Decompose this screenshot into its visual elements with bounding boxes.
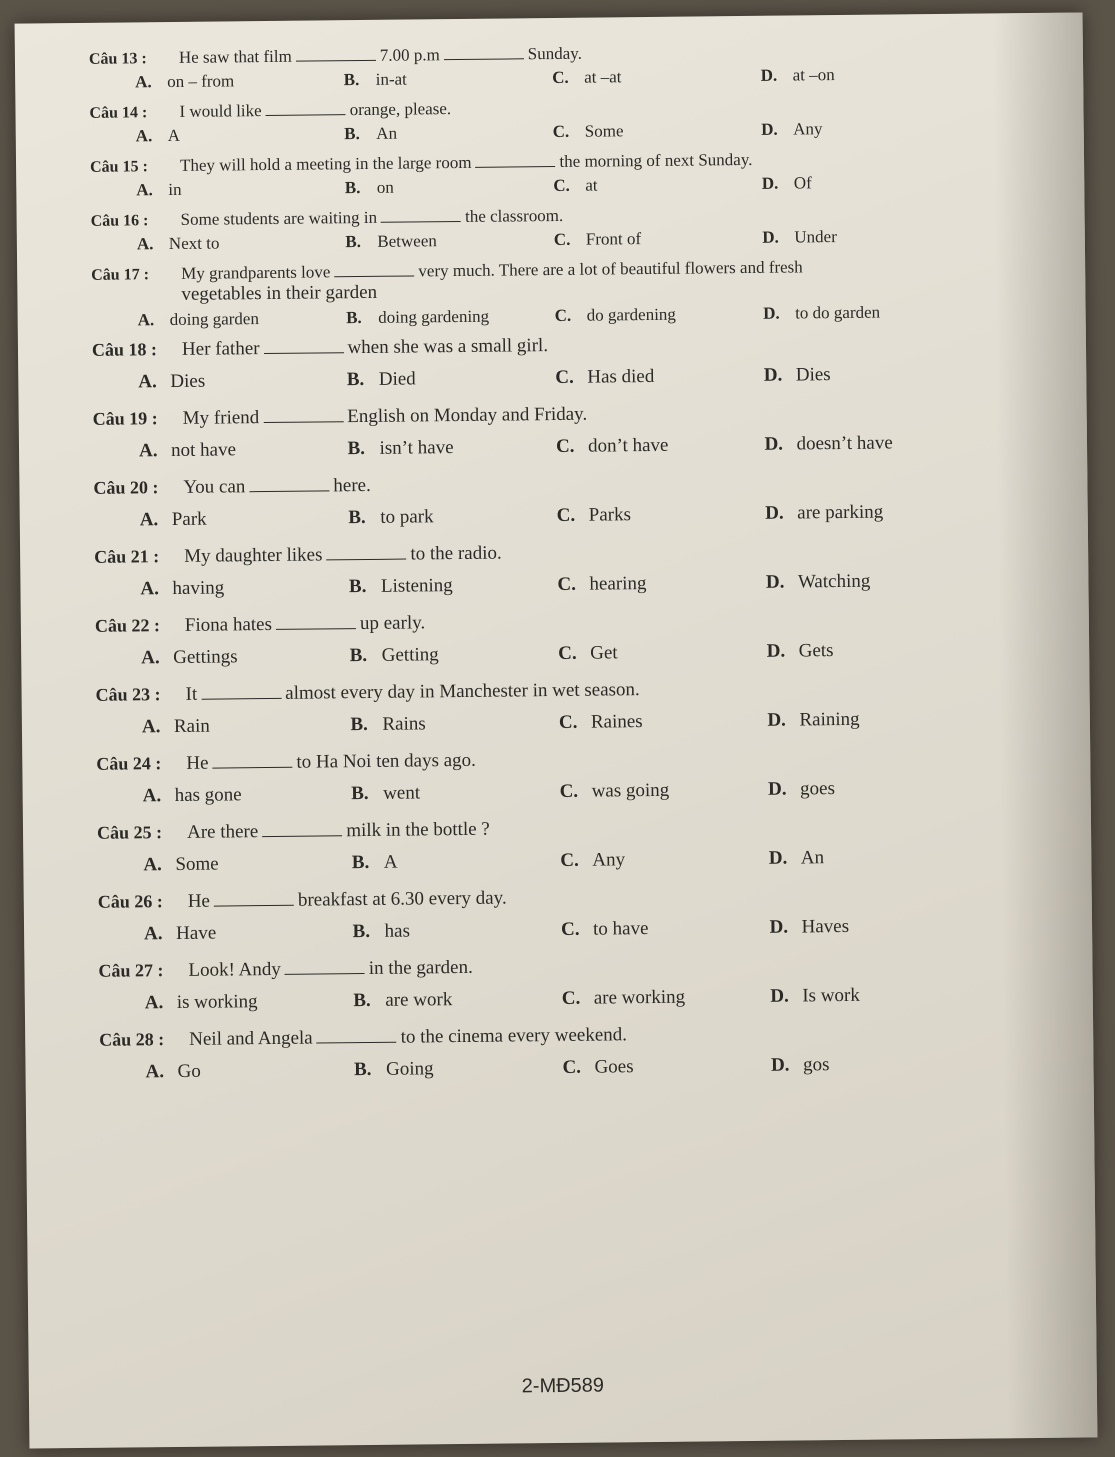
option-d: D. Of: [761, 173, 812, 193]
question-stem-continuation: vegetables in their garden: [181, 281, 378, 305]
question-13: [89, 38, 969, 93]
question-24: [96, 744, 977, 808]
question-stem-before: He saw that film: [178, 46, 292, 67]
option-b: B. Listening: [348, 575, 453, 598]
option-b: B. in-at: [343, 69, 407, 90]
answer-blank: [201, 682, 281, 700]
question-23: [95, 675, 976, 739]
option-b: B. Died: [346, 368, 416, 391]
answer-blank: [475, 150, 555, 168]
option-b: B. Rains: [350, 713, 426, 736]
option-b: B. An: [344, 123, 398, 144]
question-stem-after: milk in the bottle ?: [346, 818, 490, 842]
option-d: D. are parking: [765, 501, 884, 524]
options-row: [90, 118, 970, 147]
option-a: A. not have: [138, 439, 237, 462]
option-b: B. to park: [348, 506, 434, 529]
options-row: [91, 226, 971, 255]
question-stem-after: almost every day in Manchester in wet season.: [285, 679, 640, 704]
answer-blank: [444, 42, 524, 60]
answer-blank: [317, 1026, 397, 1044]
option-c: C. Raines: [558, 711, 643, 733]
options-row: [95, 639, 975, 670]
answer-blank: [212, 751, 292, 769]
option-c: C. at: [553, 175, 598, 195]
options-row: [96, 708, 976, 739]
option-d: D. Any: [761, 119, 823, 139]
option-d: D. at –on: [760, 65, 835, 85]
answer-blank: [276, 612, 356, 630]
question-stem-after: very much. There are a lot of beautiful flowers and fresh: [418, 257, 803, 281]
option-d: D. Under: [762, 227, 837, 247]
question-stem-before: My daughter likes: [184, 544, 323, 567]
question-stem-after: when she was a small girl.: [347, 335, 549, 359]
option-b: B. Getting: [349, 644, 439, 667]
answer-blank: [214, 889, 294, 907]
question-stem-before: My grandparents love: [181, 262, 331, 283]
option-b: B. went: [351, 782, 421, 805]
question-stem-after: breakfast at 6.30 every day.: [297, 887, 507, 911]
question-number: Câu 14 :: [89, 104, 148, 122]
question-stem-before: He: [187, 890, 211, 912]
question-stem-before: Are there: [186, 821, 259, 843]
question-stem-before: It: [185, 683, 198, 705]
answer-blank: [285, 957, 365, 975]
option-b: B. has: [352, 920, 411, 943]
question-28: [99, 1020, 980, 1084]
option-b: B. Going: [353, 1058, 434, 1081]
option-c: C. Get: [558, 642, 618, 664]
option-a: A. Next to: [136, 233, 220, 254]
question-15: [90, 146, 970, 201]
option-c: C. are working: [561, 986, 686, 1009]
question-number: Câu 25 :: [96, 822, 163, 843]
option-b: B. isn’t have: [347, 437, 454, 460]
page-shadow: [993, 12, 1098, 1438]
answer-blank: [249, 474, 329, 492]
exam-code: 2-MĐ589: [521, 1374, 605, 1398]
option-c: C. Goes: [562, 1056, 634, 1078]
option-c: C. do gardening: [554, 304, 676, 325]
question-stem-before: You can: [183, 476, 246, 498]
question-stem-before: Neil and Angela: [189, 1027, 313, 1050]
option-d: D. Haves: [769, 915, 850, 938]
option-a: A. Dies: [138, 370, 206, 393]
option-b: B. A: [351, 851, 398, 874]
option-b: B. Between: [345, 231, 437, 252]
option-d: D. Watching: [765, 570, 871, 593]
option-a: A. Some: [143, 853, 219, 876]
question-21: [94, 537, 975, 601]
option-d: D. to do garden: [763, 302, 881, 323]
options-row: [94, 570, 974, 601]
option-c: C. Some: [552, 121, 624, 142]
answer-blank: [262, 819, 342, 837]
question-number: Câu 26 :: [97, 891, 163, 912]
options-row: [97, 846, 977, 877]
options-row: [92, 302, 972, 331]
question-number: Câu 19 :: [92, 408, 158, 429]
options-row: [90, 172, 970, 201]
answer-blank: [263, 336, 343, 354]
question-stem-after: to Ha Noi ten days ago.: [296, 749, 476, 773]
options-row: [97, 777, 977, 808]
question-stem-after: orange, please.: [349, 99, 452, 120]
option-d: D. Dies: [763, 364, 831, 386]
question-25: [97, 813, 978, 877]
options-row: [92, 363, 972, 394]
question-number: Câu 22 :: [94, 615, 160, 636]
question-19: [93, 399, 974, 463]
question-number: Câu 20 :: [93, 477, 159, 498]
question-26: [98, 882, 979, 946]
option-a: A. having: [140, 577, 225, 600]
question-stem-before: I would like: [179, 101, 262, 121]
question-stem-after: to the cinema every weekend.: [400, 1024, 628, 1048]
question-stem-after: up early.: [359, 612, 426, 635]
option-c: C. Has died: [555, 365, 655, 388]
option-a: A. in: [136, 179, 182, 200]
question-number: Câu 17 :: [91, 266, 150, 284]
option-c: C. don’t have: [555, 434, 669, 457]
options-row: [94, 501, 974, 532]
option-c: C. was going: [559, 779, 670, 802]
option-a: A. is working: [144, 991, 258, 1014]
question-stem-before: My friend: [182, 407, 260, 429]
option-d: D. gos: [770, 1054, 830, 1076]
question-list: [89, 38, 980, 1098]
options-row: [99, 1053, 979, 1084]
answer-blank: [334, 259, 414, 277]
question-17: [91, 254, 972, 331]
options-row: [93, 432, 973, 463]
question-stem-after: the morning of next Sunday.: [559, 149, 753, 171]
answer-blank: [263, 405, 343, 423]
options-row: [98, 915, 978, 946]
question-number: Câu 24 :: [96, 753, 162, 774]
question-27: [98, 951, 979, 1015]
option-a: A. on – from: [135, 71, 235, 92]
question-22: [95, 606, 976, 670]
option-d: D. Is work: [770, 984, 860, 1007]
option-a: A. Go: [145, 1060, 201, 1083]
question-stem-after: Sunday.: [527, 43, 582, 64]
option-d: D. doesn’t have: [764, 432, 893, 455]
question-stem-middle: 7.00 p.m: [379, 45, 440, 65]
answer-blank: [326, 543, 406, 561]
option-a: A. doing garden: [137, 309, 260, 330]
option-d: D. An: [768, 847, 825, 869]
option-a: A. Rain: [141, 715, 210, 738]
options-row: [89, 64, 969, 93]
option-c: C. Front of: [553, 229, 642, 249]
question-stem-after: to the radio.: [410, 542, 502, 565]
option-c: C. hearing: [557, 573, 647, 595]
answer-blank: [266, 98, 346, 116]
question-stem-after: English on Monday and Friday.: [347, 403, 588, 428]
question-number: Câu 28 :: [99, 1029, 165, 1050]
option-d: D. Raining: [767, 708, 860, 731]
options-row: [99, 984, 979, 1015]
option-b: B. on: [344, 177, 394, 198]
option-b: B. are work: [353, 989, 453, 1012]
option-c: C. Any: [560, 849, 626, 871]
answer-blank: [296, 44, 376, 62]
question-number: Câu 18 :: [91, 339, 158, 360]
option-b: B. doing gardening: [346, 306, 490, 328]
option-a: A. A: [135, 125, 181, 146]
question-stem-before: He: [186, 752, 209, 774]
question-number: Câu 21 :: [94, 546, 160, 567]
question-number: Câu 13 :: [88, 50, 147, 68]
question-stem-after: here.: [333, 474, 371, 497]
exam-paper: [15, 12, 1098, 1448]
question-stem-before: Look! Andy: [188, 958, 281, 981]
question-18: [92, 330, 973, 394]
question-number: Câu 23 :: [95, 684, 161, 705]
option-c: C. to have: [560, 918, 649, 940]
question-16: [91, 200, 971, 255]
question-stem-after: in the garden.: [368, 956, 473, 979]
question-number: Câu 16 :: [90, 212, 149, 230]
question-14: [89, 92, 969, 147]
question-stem-before: Fiona hates: [184, 613, 273, 636]
option-c: C. Parks: [556, 504, 632, 526]
option-a: A. Gettings: [141, 646, 238, 669]
question-stem-before: Her father: [181, 338, 260, 360]
question-stem-after: the classroom.: [464, 205, 564, 226]
option-a: A. has gone: [142, 784, 242, 807]
option-a: A. Park: [139, 508, 207, 531]
question-stem-before: Some students are waiting in: [180, 207, 378, 229]
option-d: D. Gets: [766, 640, 834, 662]
question-stem-before: They will hold a meeting in the large room: [179, 152, 472, 175]
option-a: A. Have: [143, 922, 217, 945]
question-number: Câu 15 :: [89, 158, 148, 176]
question-20: [93, 468, 974, 532]
option-c: C. at –at: [552, 67, 622, 88]
answer-blank: [381, 205, 461, 223]
option-d: D. goes: [768, 778, 836, 800]
question-number: Câu 27 :: [98, 960, 164, 981]
